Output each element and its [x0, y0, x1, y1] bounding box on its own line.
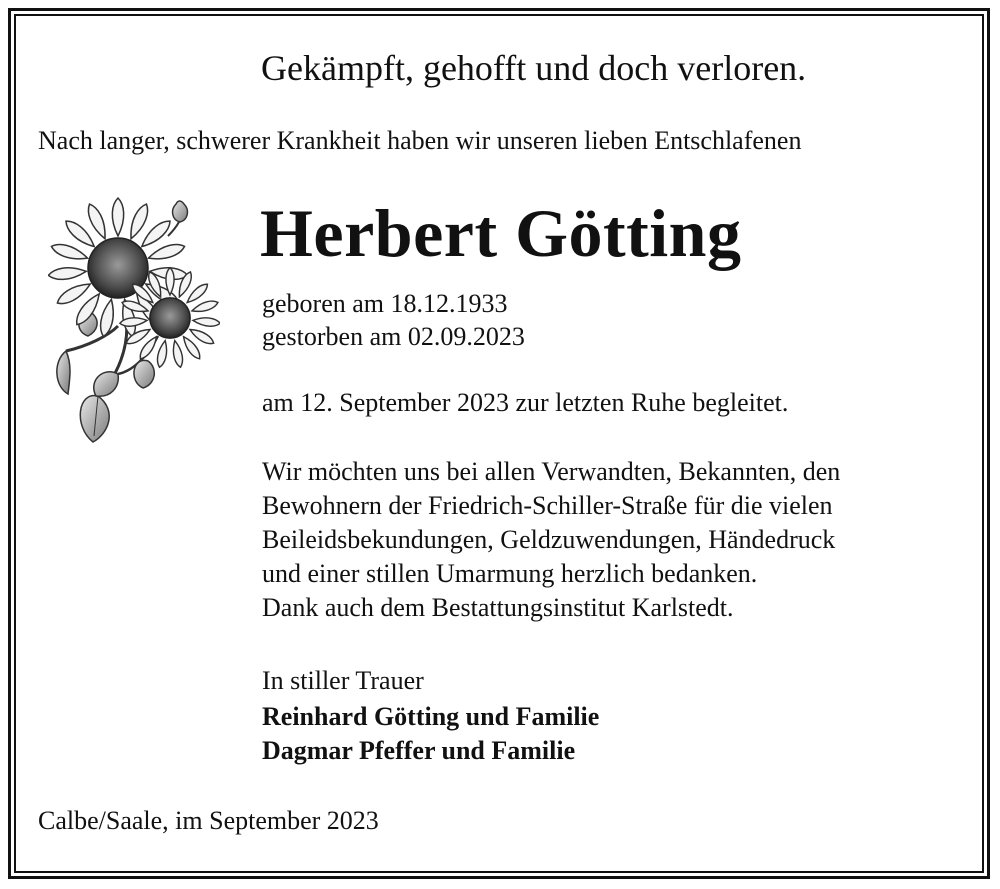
motto: Gekämpft, gehofft und doch verloren. [261, 48, 807, 88]
intro-text: Nach langer, schwerer Krankheit haben wir unseren lieben Entschlafenen [38, 126, 802, 155]
mourners-intro: In stiller Trauer [262, 666, 424, 695]
sunflower-icon [48, 196, 220, 448]
signer-name: Dagmar Pfeffer und Familie [262, 736, 576, 765]
thanks-text: Wir möchten uns bei allen Verwandten, Bekannten, den Bewohnern der Friedrich-Schiller-Straße für die vielen Beileidsbekundungen, Geldzuwendungen, Händedruck und einer stillen Umarmung herzlich bedanken. Dank auch dem Bestattungsinstitut Karlstedt. [262, 457, 841, 622]
place-date: Calbe/Saale, im September 2023 [38, 806, 379, 835]
deceased-name: Herbert Götting [260, 195, 742, 271]
life-dates: geboren am 18.12.1933 gestorben am 02.09.2023 [262, 289, 525, 351]
burial-text: am 12. September 2023 zur letzten Ruhe begleitet. [262, 388, 789, 417]
signer-name: Reinhard Götting und Familie [262, 702, 600, 731]
